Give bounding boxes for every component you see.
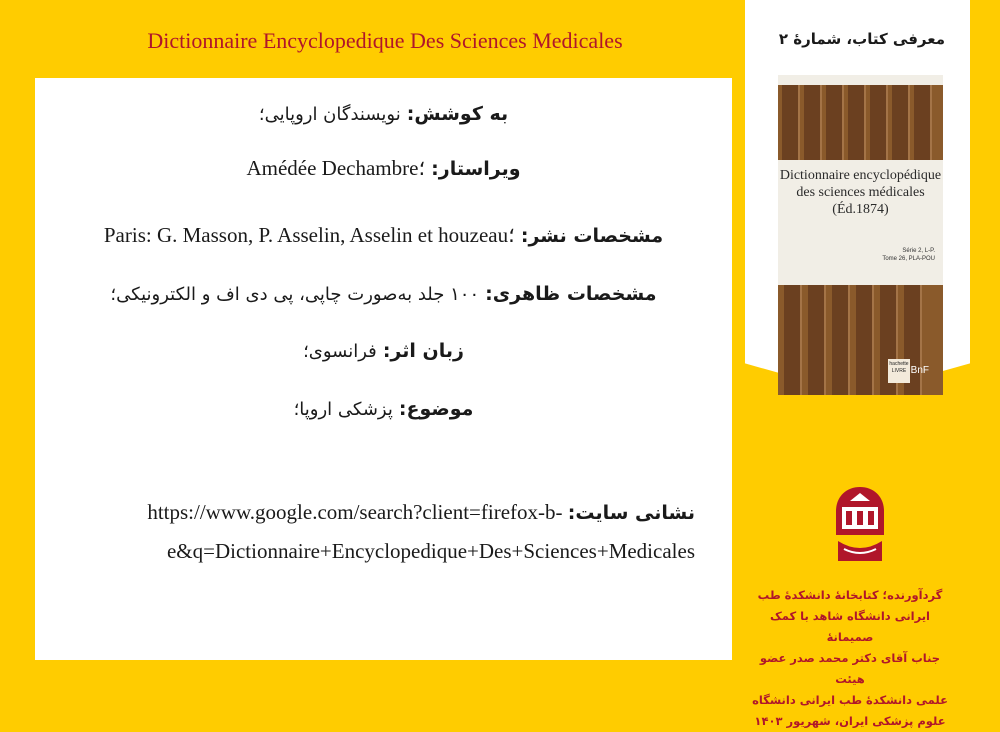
physical-value: ۱۰۰ جلد به‌صورت چاپی، پی دی اف و الکترونیکی؛ [110,284,480,305]
cover-series-line: Série 2, L-P. [902,248,935,254]
page-title: Dictionnaire Encyclopedique Des Sciences Medicales [147,28,623,53]
hachette-logo: hachette LIVRE [888,359,910,383]
subject-label: موضوع: [398,398,474,420]
author-row [35,103,732,125]
publisher-label: مشخصات نشر: [520,225,664,247]
series-label: معرفی کتاب، شمارهٔ ۲ [778,30,945,48]
university-logo-icon [828,485,892,565]
editor-row [35,156,732,181]
content-panel [35,78,732,660]
book-cover-image [778,75,943,395]
physical-label: مشخصات ظاهری: [485,283,657,305]
subject-value: پزشکی اروپا؛ [293,399,393,420]
bookshelf-bottom [778,285,943,395]
credit-line: علمی دانشکدهٔ طب ایرانی دانشگاه [752,693,948,707]
editor-label: ویراستار: [431,158,521,180]
bnf-logo: BnF [910,365,929,376]
editor-value: Amédée Dechambre؛ [246,156,426,180]
credit-line: جناب آقای دکتر محمد صدر عضو هیئت [759,651,941,686]
website-url-line2[interactable]: e&q=Dictionnaire+Encyclopedique+Des+Sciences+Medicales [166,539,695,563]
author-label: به کوشش: [406,103,509,125]
publisher-value: Paris: G. Masson, P. Asselin, Asselin et houzeau؛ [103,223,515,247]
language-label: زبان اثر: [382,340,464,362]
website-url-line1[interactable]: https://www.google.com/search?client=firefox-b- [147,500,563,524]
cover-title-line: Dictionnaire encyclopédique [779,168,942,183]
website-row [95,493,695,532]
cover-series [882,247,935,263]
credit-line: گردآورنده؛ کتابخانهٔ دانشکدهٔ طب [757,588,943,602]
physical-row [35,283,732,305]
website-block [95,493,695,570]
bookshelf-top [778,85,943,160]
credit-line: ایرانی دانشگاه شاهد با کمک صمیمانهٔ [769,609,931,644]
credit-text [745,585,955,732]
cover-title [778,167,943,218]
subject-row [35,398,732,420]
author-value: نویسندگان اروپایی؛ [258,104,401,125]
cover-title-line: (Éd.1874) [832,202,889,217]
language-row [35,340,732,362]
cover-title-line: des sciences médicales [796,185,925,200]
language-value: فرانسوی؛ [303,341,377,362]
website-label: نشانی سایت: [567,502,695,524]
credit-line: علوم پزشکی ایران، شهریور ۱۴۰۳ [754,714,946,728]
publisher-row [35,223,732,248]
cover-series-line: Tome 26, PLA-POU [882,256,935,262]
